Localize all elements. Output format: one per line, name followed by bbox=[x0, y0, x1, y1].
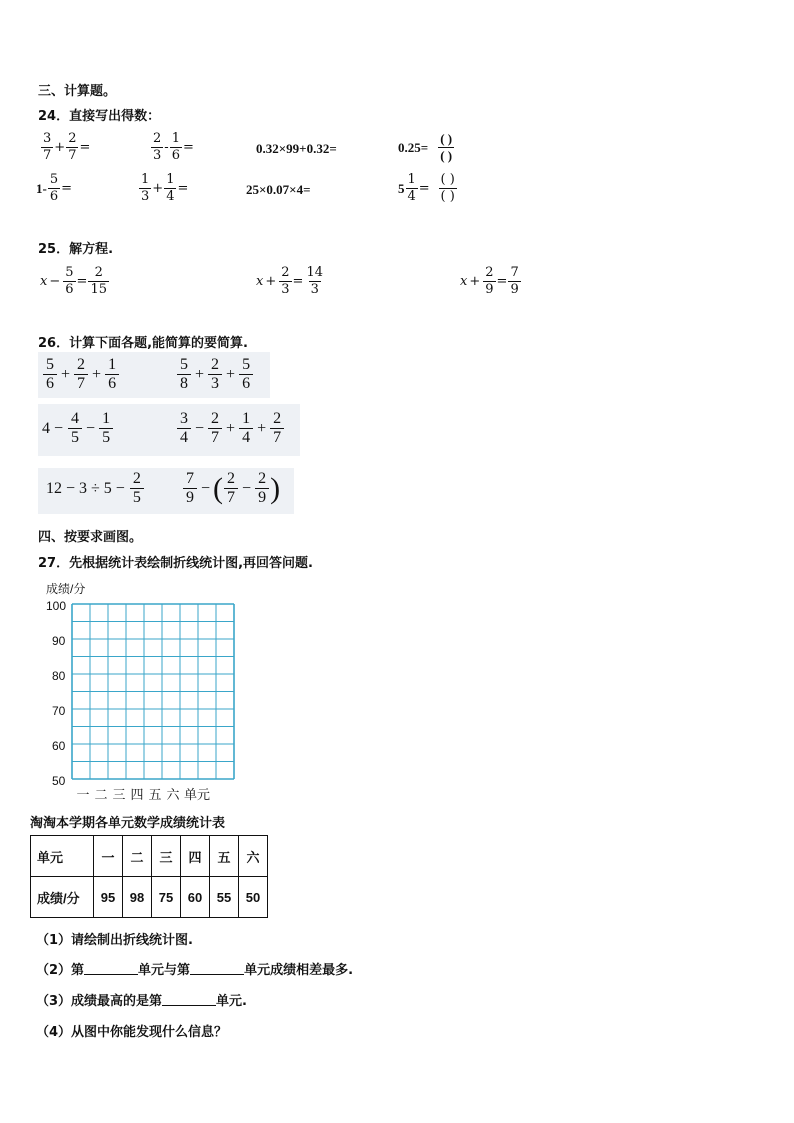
denominator: 3 bbox=[208, 374, 222, 393]
denominator: 5 bbox=[68, 428, 82, 447]
q24-expr-7: 25×0.07×4= bbox=[246, 182, 311, 197]
numerator: 2 bbox=[227, 470, 236, 487]
operator: + bbox=[469, 274, 481, 289]
question-26-title: 26．计算下面各题,能简算的要简算. bbox=[38, 336, 248, 351]
numerator: 1 bbox=[102, 410, 111, 427]
equals: = bbox=[61, 181, 73, 196]
answer-blank-top[interactable]: ( ) bbox=[440, 172, 455, 187]
numerator: 14 bbox=[306, 265, 323, 280]
numerator: 7 bbox=[186, 470, 194, 487]
operator: + bbox=[54, 140, 66, 155]
denominator: 4 bbox=[166, 189, 175, 204]
table-cell: 二 bbox=[123, 836, 152, 877]
answer-blank[interactable] bbox=[84, 962, 138, 975]
table-cell: 98 bbox=[123, 877, 152, 918]
denominator: 9 bbox=[510, 282, 519, 297]
grid-svg[interactable] bbox=[38, 580, 238, 802]
y-tick-label: 60 bbox=[52, 739, 66, 753]
lead: 0.25= bbox=[398, 139, 429, 155]
table-cell: 五 bbox=[210, 836, 239, 877]
expression-3 bbox=[42, 410, 114, 447]
table-row bbox=[31, 877, 268, 918]
expression-4 bbox=[176, 410, 285, 447]
denominator: 6 bbox=[49, 189, 59, 204]
denominator: 5 bbox=[130, 488, 144, 507]
denominator: 3 bbox=[141, 189, 150, 204]
question-24-title: 24．直接写出得数： bbox=[38, 109, 161, 124]
numerator: 5 bbox=[180, 356, 188, 373]
x-tick-label: 六 bbox=[166, 787, 180, 802]
equals: = bbox=[79, 140, 91, 155]
lead: 1- bbox=[36, 180, 47, 196]
operator: + bbox=[226, 365, 236, 383]
operator: − bbox=[86, 419, 96, 437]
operator: + bbox=[195, 365, 205, 383]
equals: = bbox=[292, 274, 304, 289]
x-tick-label: 四 bbox=[130, 787, 144, 802]
denominator: 9 bbox=[183, 488, 197, 507]
equals: = bbox=[182, 140, 194, 155]
table-cell: 50 bbox=[239, 877, 268, 918]
table-cell: 一 bbox=[94, 836, 123, 877]
sub-question-4: （4）从图中你能发现什么信息？ bbox=[36, 1025, 228, 1040]
denominator: 7 bbox=[208, 428, 222, 447]
question-27-title: 27．先根据统计表绘制折线统计图,再回答问题. bbox=[38, 556, 313, 571]
section-heading-3: 三、计算题。 bbox=[38, 84, 117, 99]
numerator: 1 bbox=[141, 172, 150, 187]
y-tick-label: 50 bbox=[52, 774, 66, 788]
operator: − bbox=[201, 479, 211, 497]
q24-expr-6 bbox=[138, 172, 188, 205]
text: 单元与第 bbox=[138, 963, 191, 978]
equals: = bbox=[418, 181, 430, 196]
denominator: 7 bbox=[224, 488, 238, 507]
q24-expr-5 bbox=[36, 172, 72, 205]
operator: - bbox=[164, 140, 169, 155]
text: 单元. bbox=[216, 994, 247, 1009]
lead: 12 − 3 ÷ 5 − bbox=[46, 479, 125, 497]
q24-expr-3: 0.32×99+0.32= bbox=[256, 141, 337, 156]
table-cell: 60 bbox=[181, 877, 210, 918]
numerator: 3 bbox=[180, 410, 188, 427]
x-tick-label: 五 bbox=[148, 787, 162, 802]
denominator: 7 bbox=[74, 374, 88, 393]
denominator: 7 bbox=[68, 148, 77, 163]
text: （2）第 bbox=[36, 963, 85, 978]
question-25-title: 25．解方程. bbox=[38, 242, 114, 257]
denominator: 4 bbox=[177, 428, 191, 447]
operator: + bbox=[257, 419, 267, 437]
x-axis-unit: 单元 bbox=[184, 787, 211, 802]
denominator: 9 bbox=[255, 488, 269, 507]
numerator: 2 bbox=[132, 470, 141, 487]
answer-blank-bottom[interactable]: ( ) bbox=[440, 189, 455, 204]
numerator: 1 bbox=[171, 131, 180, 146]
expression-1 bbox=[42, 356, 120, 393]
denominator: 6 bbox=[105, 374, 119, 393]
table-cell: 三 bbox=[152, 836, 181, 877]
x-tick-label: 二 bbox=[94, 787, 108, 802]
operator: − bbox=[242, 479, 252, 497]
denominator: 6 bbox=[43, 374, 57, 393]
right-paren: ) bbox=[270, 471, 281, 505]
score-table bbox=[30, 835, 268, 918]
table-cell: 成绩/分 bbox=[31, 877, 94, 918]
answer-blank[interactable] bbox=[190, 962, 244, 975]
numerator: 7 bbox=[510, 265, 519, 280]
numerator: 5 bbox=[49, 172, 59, 187]
table-cell: 55 bbox=[210, 877, 239, 918]
numerator: 2 bbox=[273, 410, 282, 427]
y-tick-label: 90 bbox=[52, 634, 66, 648]
operator: + bbox=[61, 365, 71, 383]
table-cell: 四 bbox=[181, 836, 210, 877]
expression-5 bbox=[46, 470, 145, 507]
numerator: 2 bbox=[211, 410, 220, 427]
denominator: 3 bbox=[153, 148, 162, 163]
numerator: 2 bbox=[258, 470, 267, 487]
sub-question-2 bbox=[36, 959, 353, 978]
x-tick-label: 一 bbox=[76, 787, 90, 802]
denominator: 6 bbox=[65, 282, 74, 297]
table-cell: 六 bbox=[239, 836, 268, 877]
equation-1 bbox=[40, 265, 110, 298]
whole-number: 5 bbox=[398, 180, 405, 196]
numerator: 1 bbox=[166, 172, 175, 187]
answer-blank-bottom[interactable]: ( ) bbox=[440, 148, 453, 163]
denominator: 7 bbox=[43, 148, 52, 163]
expression-6 bbox=[182, 470, 280, 507]
x-tick-label: 三 bbox=[112, 787, 126, 802]
denominator: 9 bbox=[485, 282, 494, 297]
section-heading-4: 四、按要求画图。 bbox=[38, 530, 143, 545]
expression-2 bbox=[176, 356, 254, 393]
numerator: 2 bbox=[68, 131, 77, 146]
y-tick-label: 70 bbox=[52, 704, 66, 718]
q24-expr-2 bbox=[150, 131, 194, 164]
y-axis-label: 成绩/分 bbox=[46, 582, 86, 596]
numerator: 2 bbox=[485, 265, 494, 280]
y-tick-label: 100 bbox=[46, 599, 67, 613]
table-cell: 95 bbox=[94, 877, 123, 918]
operator: − bbox=[195, 419, 205, 437]
numerator: 2 bbox=[153, 131, 162, 146]
sub-question-1: （1）请绘制出折线统计图. bbox=[36, 933, 193, 948]
q24-expr-1 bbox=[40, 131, 90, 164]
denominator: 3 bbox=[281, 282, 290, 297]
denominator: 3 bbox=[310, 282, 319, 297]
text: （3）成绩最高的是第 bbox=[36, 994, 163, 1009]
denominator: 15 bbox=[90, 282, 107, 297]
denominator: 5 bbox=[99, 428, 113, 447]
variable-x: x bbox=[40, 274, 48, 289]
text: 单元成绩相差最多. bbox=[244, 963, 354, 978]
numerator: 2 bbox=[281, 265, 290, 280]
denominator: 4 bbox=[239, 428, 253, 447]
equals: = bbox=[76, 274, 88, 289]
denominator: 6 bbox=[171, 148, 180, 163]
operator: + bbox=[152, 181, 164, 196]
lead: 4 − bbox=[42, 419, 64, 437]
numerator: 5 bbox=[65, 265, 74, 280]
numerator: 3 bbox=[43, 131, 52, 146]
variable-x: x bbox=[256, 274, 264, 289]
q24-expr-8 bbox=[398, 172, 466, 205]
table-cell: 75 bbox=[152, 877, 181, 918]
equation-2 bbox=[256, 265, 326, 298]
denominator: 7 bbox=[270, 428, 284, 447]
numerator: 1 bbox=[407, 172, 416, 187]
answer-blank-top[interactable]: ( ) bbox=[440, 131, 453, 146]
sub-question-3 bbox=[36, 990, 247, 1009]
numerator: 1 bbox=[108, 356, 117, 373]
equals: = bbox=[177, 181, 189, 196]
denominator: 4 bbox=[407, 189, 416, 204]
equation-3 bbox=[460, 265, 522, 298]
operator: + bbox=[92, 365, 102, 383]
numerator: 5 bbox=[242, 356, 251, 373]
numerator: 2 bbox=[94, 265, 103, 280]
y-tick-label: 80 bbox=[52, 669, 66, 683]
answer-blank[interactable] bbox=[162, 993, 216, 1006]
numerator: 1 bbox=[242, 410, 251, 427]
line-chart-grid[interactable] bbox=[38, 580, 238, 802]
q24-expr-4 bbox=[398, 131, 464, 164]
denominator: 8 bbox=[177, 374, 191, 393]
numerator: 5 bbox=[46, 356, 54, 373]
table-header-row bbox=[31, 836, 268, 877]
operator: + bbox=[265, 274, 277, 289]
numerator: 2 bbox=[77, 356, 86, 373]
numerator: 2 bbox=[211, 356, 220, 373]
operator: + bbox=[226, 419, 236, 437]
operator: − bbox=[49, 274, 61, 289]
variable-x: x bbox=[460, 274, 468, 289]
table-cell: 单元 bbox=[31, 836, 94, 877]
denominator: 6 bbox=[239, 374, 253, 393]
table-caption: 淘淘本学期各单元数学成绩统计表 bbox=[30, 816, 226, 831]
numerator: 4 bbox=[71, 410, 80, 427]
equals: = bbox=[496, 274, 508, 289]
left-paren: ( bbox=[213, 471, 224, 505]
